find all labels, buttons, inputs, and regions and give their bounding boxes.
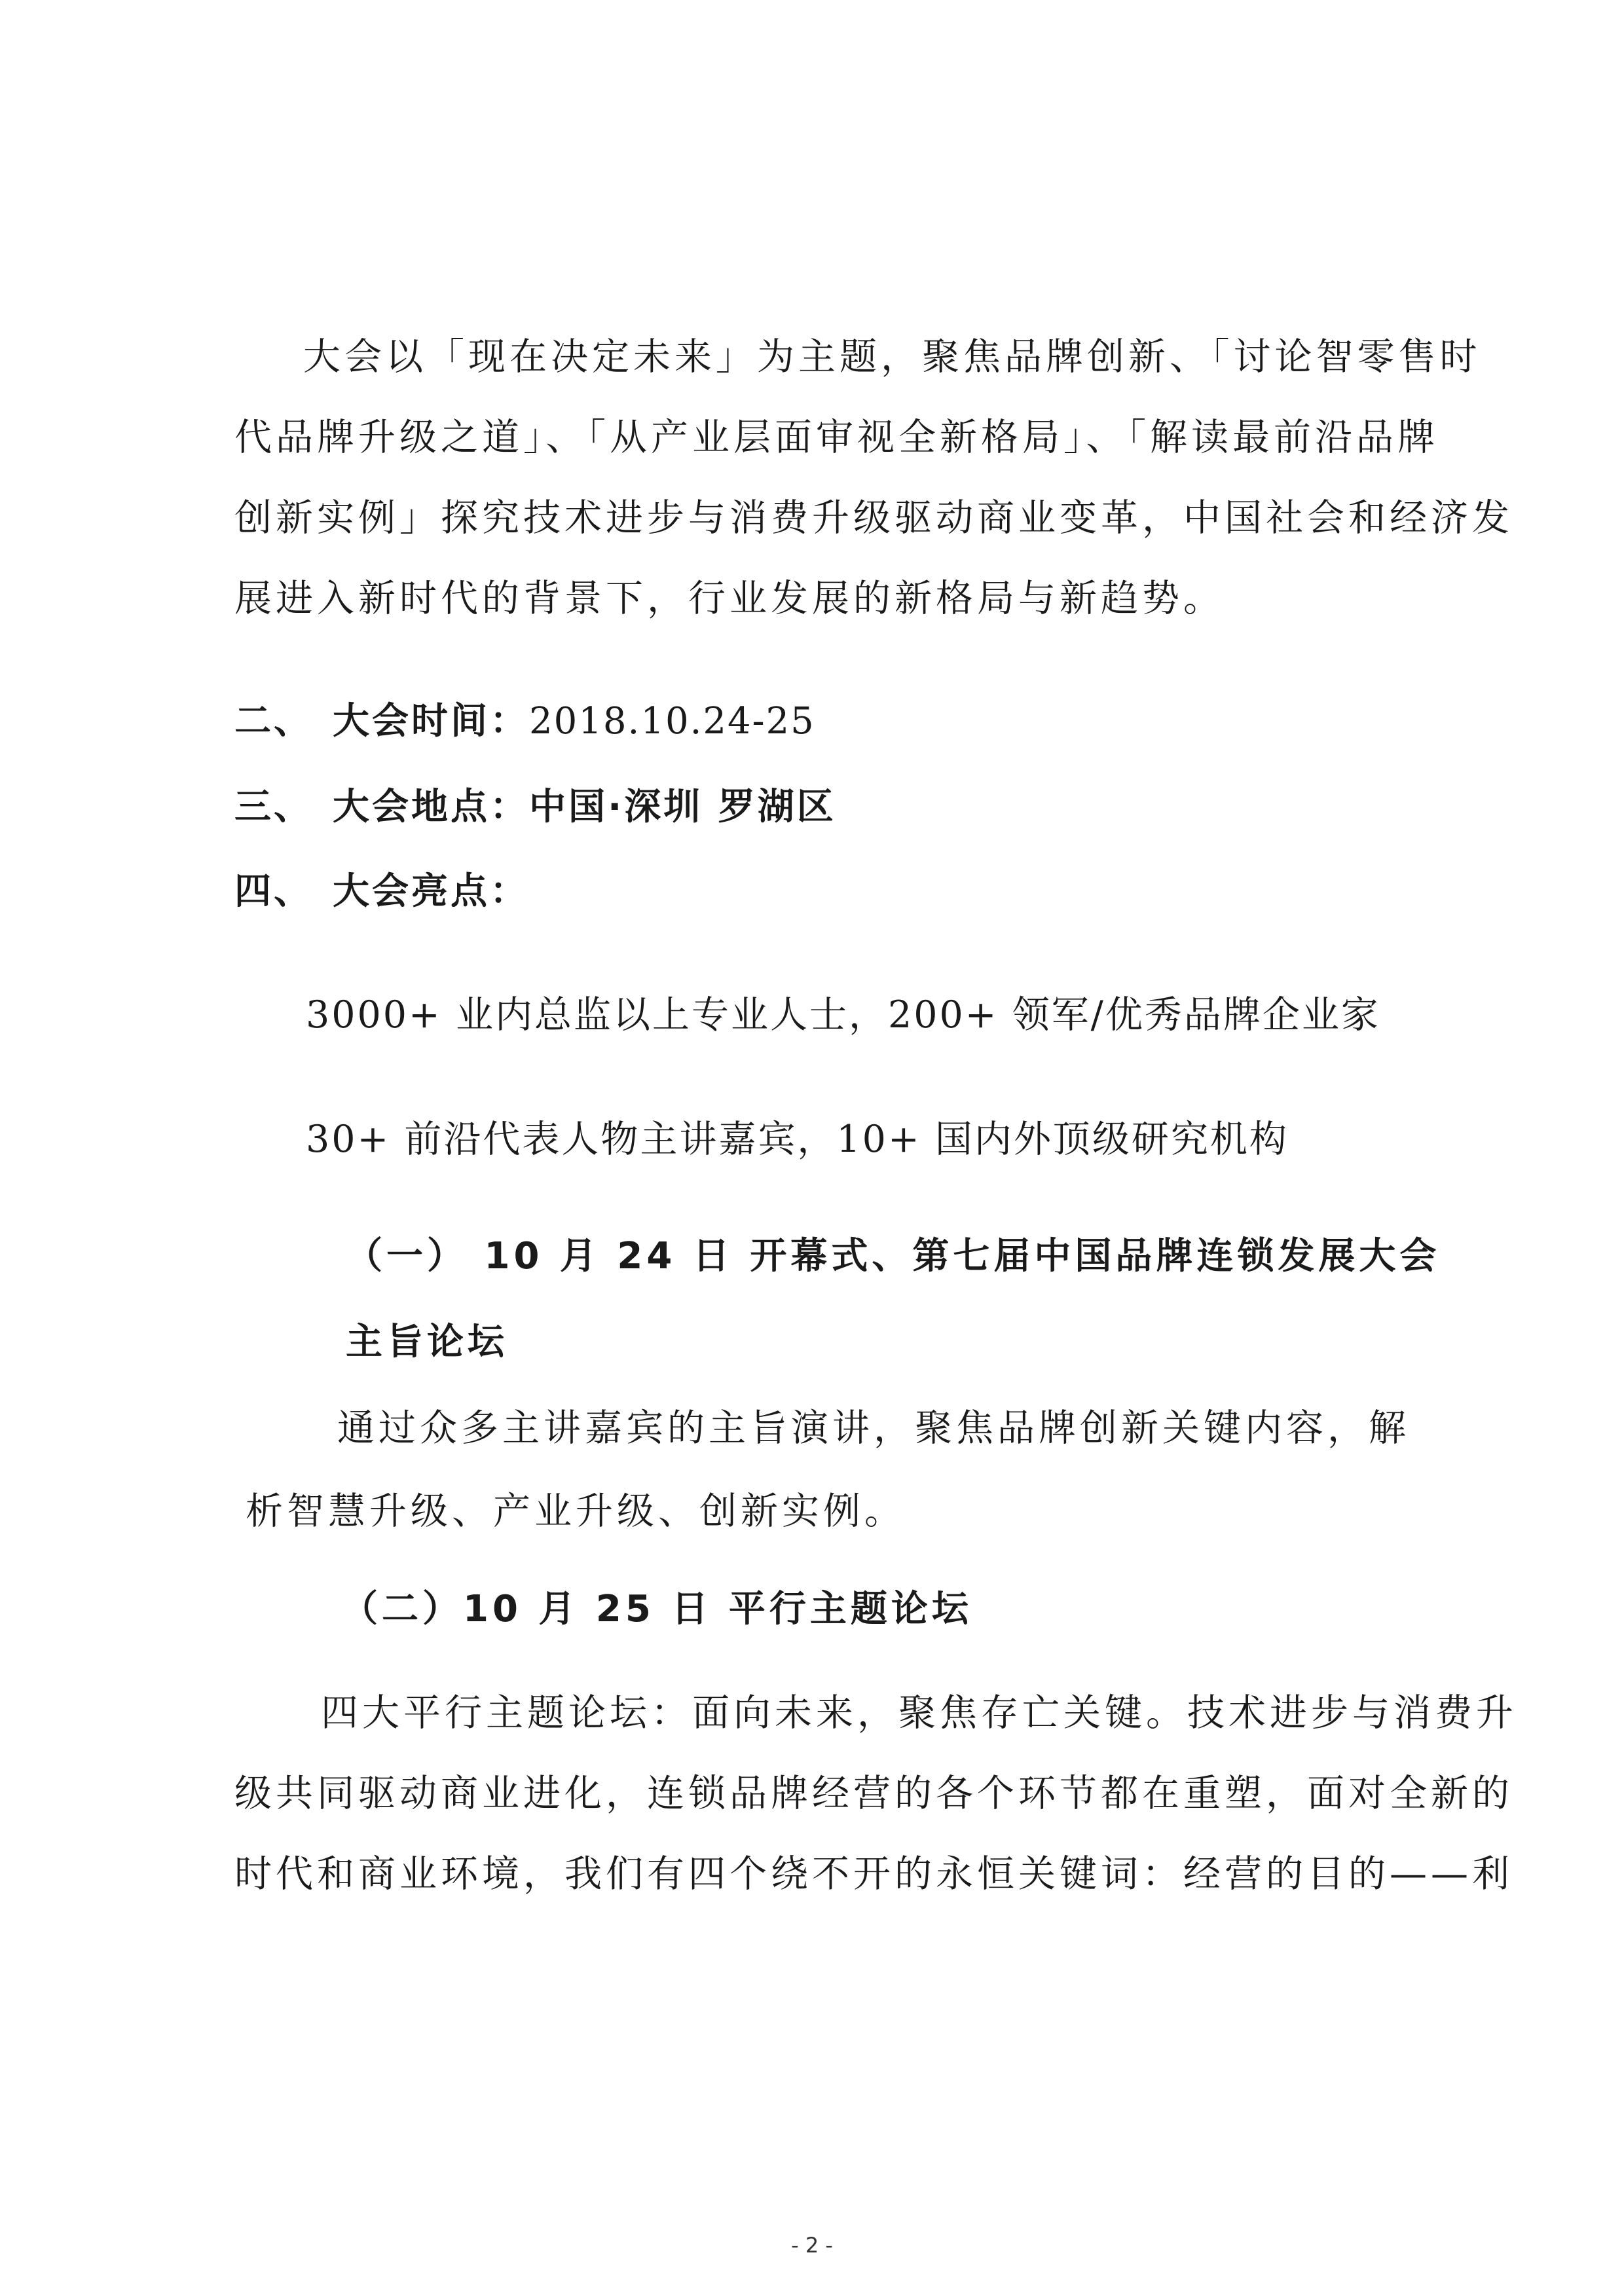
forum2-title: （二）10 月 25 日 平行主题论坛 bbox=[341, 1588, 972, 1630]
section-label: 大会地点：中国·深圳 罗湖区 bbox=[333, 786, 836, 828]
forum1-desc-line-2: 析智慧升级、产业升级、创新实例。 bbox=[246, 1490, 906, 1533]
page-number: - 2 - bbox=[791, 2233, 833, 2258]
intro-line-4: 展进入新时代的背景下，行业发展的新格局与新趋势。 bbox=[234, 577, 1225, 620]
section-location bbox=[234, 781, 836, 834]
section-number: 四、 bbox=[234, 870, 313, 913]
section-value: 2018.10.24-25 bbox=[529, 700, 815, 743]
forum1-desc-line-1: 通过众多主讲嘉宾的主旨演讲，聚焦品牌创新关键内容，解 bbox=[337, 1406, 1410, 1450]
forum2-desc-line-1: 四大平行主题论坛：面向未来，聚焦存亡关键。技术进步与消费升 bbox=[321, 1691, 1517, 1735]
intro-line-3: 创新实例」探究技术进步与消费升级驱动商业变革，中国社会和经济发 bbox=[234, 496, 1513, 540]
section-label: 大会时间： bbox=[333, 700, 529, 743]
forum2-desc-line-2: 级共同驱动商业进化，连锁品牌经营的各个环节都在重塑，面对全新的 bbox=[234, 1772, 1513, 1815]
intro-line-1: 大会以「现在决定未来」为主题，聚焦品牌创新、「讨论智零售时 bbox=[303, 335, 1481, 378]
section-time bbox=[234, 695, 815, 748]
highlight-line-1: 3000+ 业内总监以上专业人士，200+ 领军/优秀品牌企业家 bbox=[306, 993, 1380, 1037]
forum1-title-line-2: 主旨论坛 bbox=[346, 1321, 508, 1363]
intro-line-2: 代品牌升级之道」、「从产业层面审视全新格局」、「解读最前沿品牌 bbox=[234, 416, 1439, 459]
section-label: 大会亮点： bbox=[333, 870, 529, 913]
forum1-title-line-1: （一） 10 月 24 日 开幕式、第七届中国品牌连锁发展大会 bbox=[346, 1235, 1441, 1277]
section-highlights bbox=[234, 866, 529, 918]
section-number: 二、 bbox=[234, 700, 313, 743]
highlight-line-2: 30+ 前沿代表人物主讲嘉宾，10+ 国内外顶级研究机构 bbox=[306, 1118, 1289, 1161]
forum2-desc-line-3: 时代和商业环境，我们有四个绕不开的永恒关键词：经营的目的——利 bbox=[234, 1852, 1513, 1896]
section-number: 三、 bbox=[234, 786, 313, 828]
